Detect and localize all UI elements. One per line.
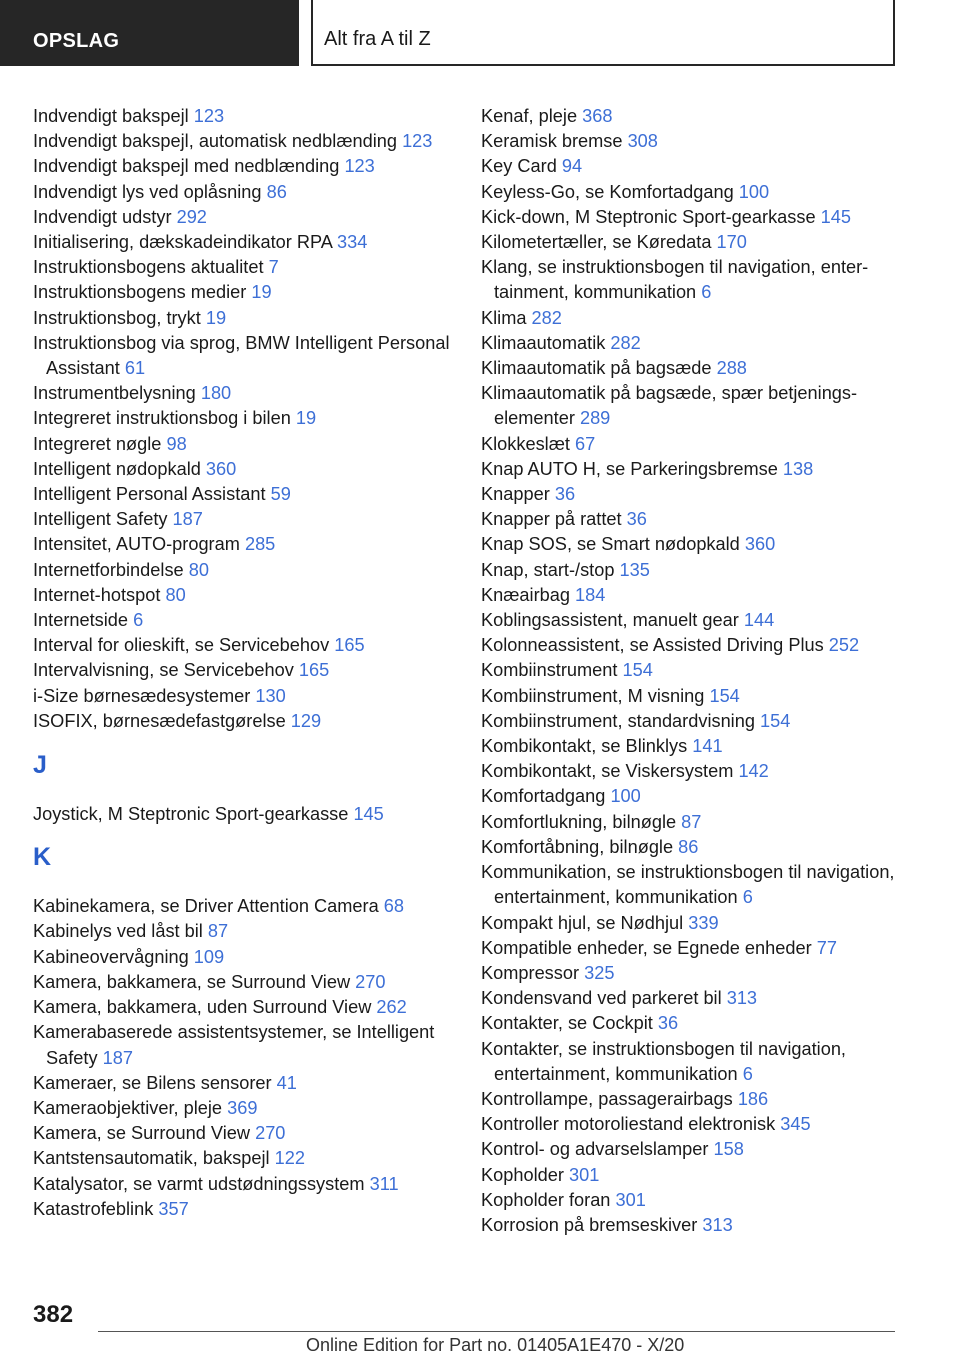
index-term: ISOFIX, børnesædefastgørelse <box>33 710 286 731</box>
page-reference-link[interactable]: 138 <box>782 458 814 479</box>
index-entry <box>33 532 453 557</box>
index-entry <box>481 457 911 482</box>
page-reference-link[interactable]: 282 <box>531 307 562 328</box>
index-term: Kamera, bakkamera, se Surround View <box>33 971 351 992</box>
page-reference-link[interactable]: 165 <box>334 635 365 656</box>
index-entry <box>481 154 911 179</box>
index-term: Kabineovervågning <box>33 946 189 967</box>
index-entry <box>33 633 453 658</box>
index-term: Intelligent nødopkald <box>33 458 201 479</box>
index-entry <box>33 331 453 381</box>
index-entry <box>481 810 911 835</box>
index-entry <box>33 558 453 583</box>
index-term: Integreret nøgle <box>33 433 162 454</box>
index-entry <box>481 1011 911 1036</box>
index-entry <box>33 129 453 154</box>
index-entry <box>481 835 911 860</box>
footer-divider <box>98 1331 895 1332</box>
page-reference-link[interactable]: 36 <box>554 484 576 505</box>
index-entry <box>481 306 911 331</box>
index-entry <box>481 684 911 709</box>
index-column-right <box>481 104 911 1238</box>
index-term: Kilometertæller, se Køredata <box>481 232 712 253</box>
index-term: Knap AUTO H, se Parkeringsbremse <box>481 458 778 479</box>
index-entry <box>33 945 453 970</box>
index-entry <box>481 709 911 734</box>
index-entry <box>481 1087 911 1112</box>
index-term: Instruktionsbog, trykt <box>33 307 201 328</box>
index-term: Kombikontakt, se Blinklys <box>481 736 688 757</box>
index-column-left <box>33 104 453 1222</box>
index-term: Interval for olieskift, se Servicebehov <box>33 635 330 656</box>
index-entry <box>481 205 911 230</box>
page-reference-link[interactable]: 301 <box>568 1164 600 1185</box>
index-term: Kompatible enheder, se Egnede enheder <box>481 937 812 958</box>
index-term: Kombiinstrument, M visning <box>481 685 705 706</box>
page-reference-link[interactable]: 129 <box>290 710 322 731</box>
index-entry <box>33 709 453 734</box>
page-reference-link[interactable]: 123 <box>344 156 375 177</box>
index-term: i-Size børnesædesystemer <box>33 685 251 706</box>
index-term: Kontakter, se Cockpit <box>481 1013 653 1034</box>
index-entry <box>33 608 453 633</box>
index-entry <box>33 1071 453 1096</box>
page-reference-link[interactable]: 80 <box>165 584 186 605</box>
index-entry <box>481 230 911 255</box>
page-reference-link[interactable]: 262 <box>376 997 407 1018</box>
index-entry <box>33 1146 453 1171</box>
page-reference-link[interactable]: 334 <box>336 232 368 253</box>
index-entry <box>33 919 453 944</box>
index-entry <box>481 784 911 809</box>
index-entry <box>481 860 911 910</box>
index-entry <box>33 154 453 179</box>
index-term: Kontrollampe, passagerairbags <box>481 1088 733 1109</box>
index-entry <box>481 1213 911 1238</box>
page-reference-link[interactable]: 6 <box>133 610 144 631</box>
index-entry <box>481 1137 911 1162</box>
index-term: Kamera, bakkamera, uden Surround View <box>33 997 372 1018</box>
index-term: Intensitet, AUTO-program <box>33 534 240 555</box>
index-entry <box>33 432 453 457</box>
index-entry <box>33 1197 453 1222</box>
index-entry <box>33 230 453 255</box>
index-entry <box>33 894 453 919</box>
page-reference-link[interactable]: 339 <box>688 912 719 933</box>
index-entry <box>481 1188 911 1213</box>
index-term: Initialisering, dækskadeindikator RPA <box>33 232 332 253</box>
index-entry <box>481 381 911 431</box>
index-entry <box>33 970 453 995</box>
index-entry <box>481 633 911 658</box>
page-reference-link[interactable]: 289 <box>579 408 611 429</box>
index-term: Klang, se instruktionsbogen til navigation, entertainment, kommunikation <box>481 257 869 303</box>
page-reference-link[interactable]: 61 <box>124 358 146 379</box>
index-entry <box>481 986 911 1011</box>
page-reference-link[interactable]: 130 <box>255 685 286 706</box>
page-reference-link[interactable]: 360 <box>744 534 776 555</box>
page-reference-link[interactable]: 313 <box>726 988 758 1009</box>
section-tab: OPSLAG <box>0 0 299 66</box>
page-reference-link[interactable]: 67 <box>575 433 596 454</box>
index-term: Knæairbag <box>481 584 570 605</box>
page-reference-link[interactable]: 187 <box>172 509 203 530</box>
index-term: Indvendigt bakspejl med nedblænding <box>33 156 340 177</box>
index-term: Keramisk bremse <box>481 131 623 152</box>
page-reference-link[interactable]: 59 <box>270 484 291 505</box>
page-reference-link[interactable]: 252 <box>828 635 860 656</box>
page-reference-link[interactable]: 6 <box>701 282 712 303</box>
page-reference-link[interactable]: 170 <box>716 232 747 253</box>
page-reference-link[interactable]: 144 <box>743 610 775 631</box>
index-term: Kompakt hjul, se Nødhjul <box>481 912 684 933</box>
page-reference-link[interactable]: 19 <box>251 282 272 303</box>
index-entry <box>481 331 911 356</box>
index-entry <box>33 1172 453 1197</box>
index-term: Kamera, se Surround View <box>33 1123 251 1144</box>
page-reference-link[interactable]: 145 <box>353 804 384 825</box>
index-term: Kontrol- og advarselslamper <box>481 1139 709 1160</box>
page-reference-link[interactable]: 142 <box>738 761 769 782</box>
page-reference-link[interactable]: 369 <box>227 1097 258 1118</box>
page-reference-link[interactable]: 154 <box>760 710 791 731</box>
page-reference-link[interactable]: 36 <box>657 1013 679 1034</box>
index-term: Kameraobjektiver, pleje <box>33 1097 223 1118</box>
page-reference-link[interactable]: 123 <box>193 106 225 126</box>
page-reference-link[interactable]: 141 <box>692 736 723 757</box>
index-entry <box>481 1163 911 1188</box>
page-reference-link[interactable]: 186 <box>737 1088 769 1109</box>
page-reference-link[interactable]: 360 <box>205 458 237 479</box>
index-term: Instrumentbelysning <box>33 383 196 404</box>
index-entry <box>481 558 911 583</box>
page-reference-link[interactable]: 135 <box>619 559 650 580</box>
page-reference-link[interactable]: 98 <box>166 433 187 454</box>
index-entry <box>33 658 453 683</box>
page-reference-link[interactable]: 368 <box>582 106 613 126</box>
page-reference-link[interactable]: 301 <box>615 1189 646 1210</box>
index-entry <box>481 961 911 986</box>
index-term: Komfortlukning, bilnøgle <box>481 811 677 832</box>
index-term: Instruktionsbogens medier <box>33 282 247 303</box>
page-reference-link[interactable]: 345 <box>780 1114 811 1135</box>
index-term: Kompressor <box>481 962 580 983</box>
index-term: Koblingsassistent, manuelt gear <box>481 610 739 631</box>
page-reference-link[interactable]: 288 <box>716 358 747 379</box>
page-reference-link[interactable]: 285 <box>244 534 276 555</box>
index-entry <box>481 255 911 305</box>
index-entry <box>33 802 453 827</box>
index-term: Internetside <box>33 610 129 631</box>
index-term: Kopholder <box>481 1164 564 1185</box>
index-entry <box>33 406 453 431</box>
page-reference-link[interactable]: 325 <box>584 962 615 983</box>
index-term: Instruktionsbogens aktualitet <box>33 257 264 278</box>
page-reference-link[interactable]: 19 <box>205 307 227 328</box>
index-term: Indvendigt bakspejl <box>33 106 189 126</box>
index-term: Kontroller motoroliestand elektronisk <box>481 1114 776 1135</box>
page-reference-link[interactable]: 68 <box>383 896 405 917</box>
page-reference-link[interactable]: 123 <box>402 131 433 152</box>
index-entry <box>481 1112 911 1137</box>
page-reference-link[interactable]: 122 <box>274 1148 305 1169</box>
index-term: Internet-hotspot <box>33 584 161 605</box>
index-term: Klimaautomatik <box>481 332 606 353</box>
index-term: Katalysator, se varmt udstødningssystem <box>33 1173 365 1194</box>
index-entry <box>481 432 911 457</box>
page-reference-link[interactable]: 77 <box>816 937 837 958</box>
index-term: Katastrofeblink <box>33 1198 154 1219</box>
index-entry <box>481 356 911 381</box>
page-reference-link[interactable]: 41 <box>276 1072 297 1093</box>
index-entry <box>481 507 911 532</box>
index-entry <box>481 482 911 507</box>
index-term: Komfortadgang <box>481 786 606 807</box>
page-reference-link[interactable]: 6 <box>742 887 753 908</box>
index-term: Kick-down, M Steptronic Sport-gearkasse <box>481 206 816 227</box>
index-entry <box>33 180 453 205</box>
footer-edition: Online Edition for Part no. 01405A1E470 - X/20 <box>306 1335 685 1355</box>
index-entry <box>481 936 911 961</box>
page-reference-link[interactable]: 87 <box>681 811 702 832</box>
index-term: Knap, start-/stop <box>481 559 615 580</box>
index-letter-heading: J <box>33 751 47 780</box>
index-entry <box>481 532 911 557</box>
index-entry <box>481 104 911 129</box>
index-entry <box>33 104 453 129</box>
index-entry <box>481 759 911 784</box>
page-reference-link[interactable]: 154 <box>709 685 740 706</box>
index-entry <box>33 1020 453 1070</box>
page-reference-link[interactable]: 86 <box>678 836 699 857</box>
page-reference-link[interactable]: 282 <box>610 332 641 353</box>
index-term: Indvendigt udstyr <box>33 206 172 227</box>
page-reference-link[interactable]: 19 <box>295 408 317 429</box>
page-reference-link[interactable]: 180 <box>200 383 232 404</box>
index-term: Kolonneassistent, se Assisted Driving Plus <box>481 635 824 656</box>
index-entry <box>33 306 453 331</box>
index-entry <box>33 507 453 532</box>
index-entry <box>33 684 453 709</box>
index-term: Kamerabaserede assistentsystemer, se Intelligent Safety <box>33 1022 435 1068</box>
index-entry <box>33 1121 453 1146</box>
page-reference-link[interactable]: 86 <box>266 181 287 202</box>
index-entry <box>481 129 911 154</box>
index-term: Korrosion på bremseskiver <box>481 1214 698 1235</box>
index-term: Key Card <box>481 156 557 177</box>
page-reference-link[interactable]: 313 <box>702 1214 733 1235</box>
index-term: Kombiinstrument, standardvisning <box>481 710 755 731</box>
page-reference-link[interactable]: 80 <box>188 559 209 580</box>
index-term: Klima <box>481 307 527 328</box>
index-term: Intelligent Safety <box>33 509 168 530</box>
page-reference-link[interactable]: 158 <box>713 1139 744 1160</box>
index-term: Kameraer, se Bilens sensorer <box>33 1072 272 1093</box>
page-reference-link[interactable]: 36 <box>626 509 647 530</box>
index-term: Intelligent Personal Assistant <box>33 484 266 505</box>
index-term: Komfortåbning, bilnøgle <box>481 836 674 857</box>
index-entry <box>33 255 453 280</box>
index-entry <box>33 205 453 230</box>
index-entry <box>481 911 911 936</box>
page-reference-link[interactable]: 109 <box>193 946 225 967</box>
index-letter-heading: K <box>33 843 52 872</box>
index-term: Knapper <box>481 484 550 505</box>
index-term: Kontakter, se instruktionsbogen til navigation, entertainment, kommunikation <box>481 1038 846 1084</box>
index-term: Kombikontakt, se Viskersystem <box>481 761 734 782</box>
index-term: Kantstensautomatik, bakspejl <box>33 1148 270 1169</box>
index-entry <box>481 1037 911 1087</box>
index-term: Klimaautomatik på bagsæde <box>481 358 712 379</box>
index-entry <box>481 608 911 633</box>
index-entry <box>33 995 453 1020</box>
index-term: Internetforbindelse <box>33 559 184 580</box>
index-term: Kommunikation, se instruktionsbogen til navigation, entertainment, kommunikation <box>481 862 895 908</box>
index-term: Knap SOS, se Smart nødopkald <box>481 534 740 555</box>
index-entry <box>481 583 911 608</box>
page-reference-link[interactable]: 357 <box>158 1198 189 1219</box>
page-reference-link[interactable]: 270 <box>355 971 386 992</box>
page-reference-link[interactable]: 87 <box>207 921 229 942</box>
index-entry <box>33 583 453 608</box>
page-reference-link[interactable]: 270 <box>255 1123 286 1144</box>
index-term: Keyless-Go, se Komfortadgang <box>481 181 734 202</box>
page-reference-link[interactable]: 292 <box>176 206 207 227</box>
index-term: Knapper på rattet <box>481 509 622 530</box>
index-term: Kopholder foran <box>481 1189 611 1210</box>
page-reference-link[interactable]: 7 <box>268 257 279 278</box>
index-entry <box>33 457 453 482</box>
index-entry <box>33 381 453 406</box>
index-term: Klimaautomatik på bagsæde, spær betjeningselementer <box>481 383 858 429</box>
index-entry <box>33 482 453 507</box>
index-term: Indvendigt bakspejl, automatisk nedblænding <box>33 131 397 152</box>
index-term: Klokkeslæt <box>481 433 570 454</box>
index-entry <box>33 280 453 305</box>
page-reference-link[interactable]: 154 <box>622 660 653 681</box>
page-reference-link[interactable]: 145 <box>820 206 852 227</box>
index-term: Joystick, M Steptronic Sport-gearkasse <box>33 804 349 825</box>
page-reference-link[interactable]: 311 <box>369 1173 399 1194</box>
page-reference-link[interactable]: 165 <box>298 660 330 681</box>
page-reference-link[interactable]: 6 <box>742 1063 753 1084</box>
index-entry <box>33 1096 453 1121</box>
index-term: Kondensvand ved parkeret bil <box>481 988 722 1009</box>
index-term: Instruktionsbog via sprog, BMW Intelligent Personal Assistant <box>33 332 450 379</box>
index-term: Indvendigt lys ved oplåsning <box>33 181 262 202</box>
page-reference-link[interactable]: 184 <box>575 584 606 605</box>
page-reference-link[interactable]: 187 <box>102 1047 133 1068</box>
index-term: Integreret instruktionsbog i bilen <box>33 408 291 429</box>
page-reference-link[interactable]: 94 <box>561 156 583 177</box>
index-entry <box>481 658 911 683</box>
index-term: Kenaf, pleje <box>481 106 578 126</box>
index-entry <box>481 180 911 205</box>
page-number: 382 <box>33 1301 74 1328</box>
page-reference-link[interactable]: 100 <box>610 786 641 807</box>
index-term: Kabinelys ved låst bil <box>33 921 203 942</box>
page-reference-link[interactable]: 100 <box>738 181 770 202</box>
index-term: Kabinekamera, se Driver Attention Camera <box>33 896 379 917</box>
page-header <box>0 0 960 66</box>
chapter-title: Alt fra A til Z <box>311 0 895 66</box>
index-entry <box>481 734 911 759</box>
index-term: Kombiinstrument <box>481 660 618 681</box>
page-reference-link[interactable]: 308 <box>627 131 658 152</box>
index-term: Intervalvisning, se Servicebehov <box>33 660 294 681</box>
